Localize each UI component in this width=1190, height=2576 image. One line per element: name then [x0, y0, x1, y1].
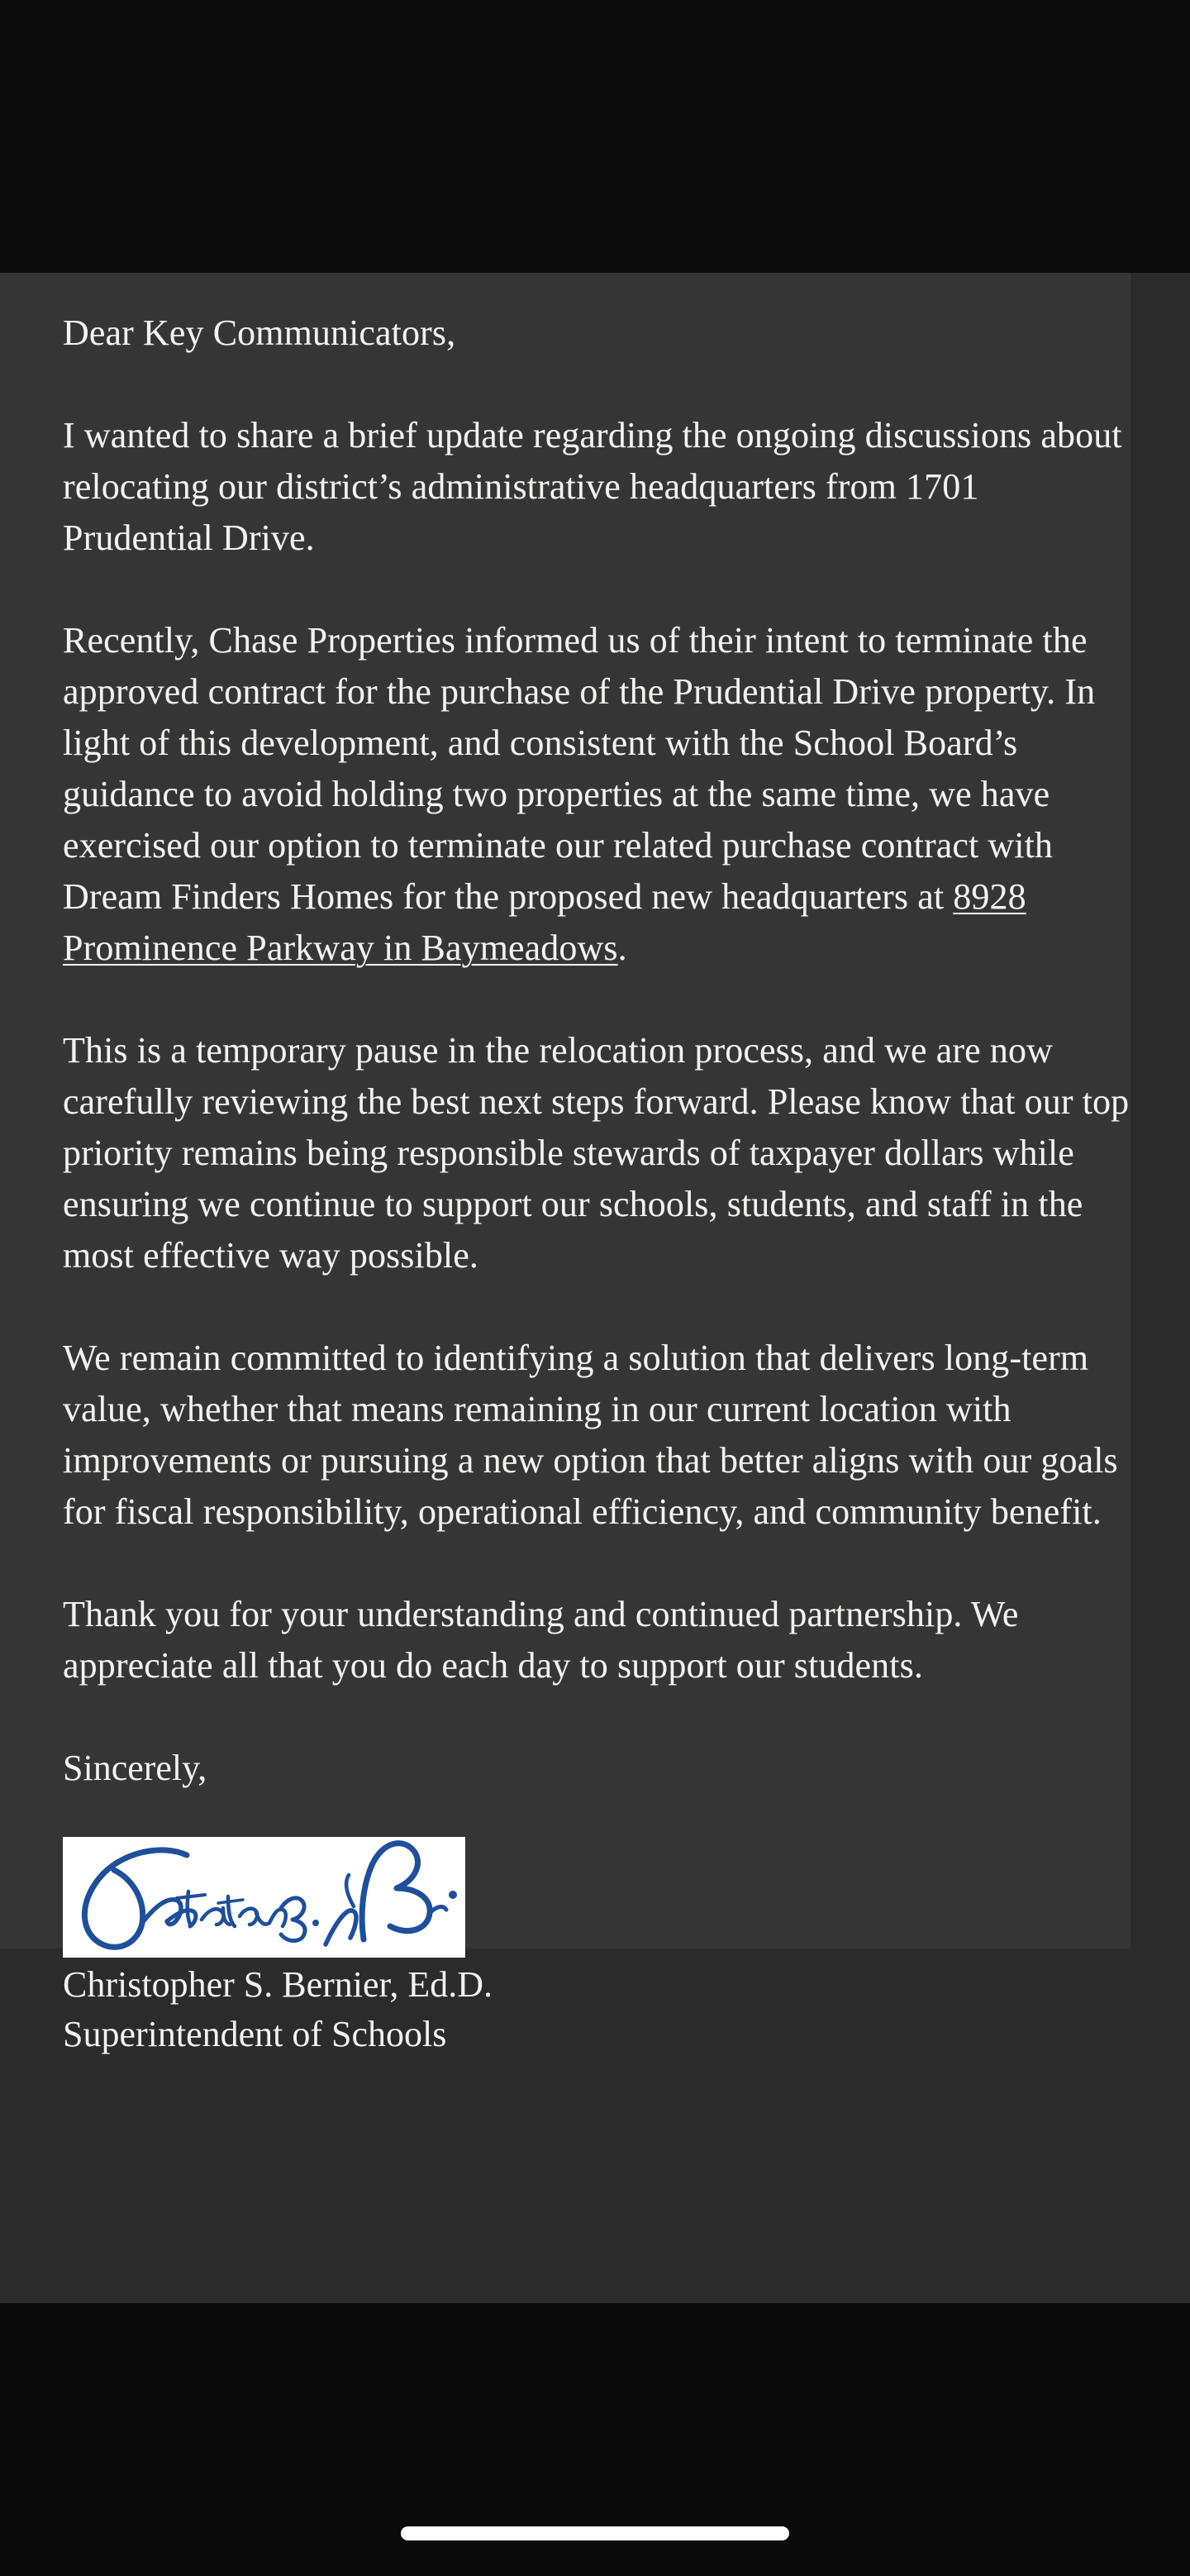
paragraph-spacer: [63, 359, 1190, 410]
letter-paragraph-3: This is a temporary pause in the relocation process, and we are now carefully reviewing the best next steps forward. Please know that our top priority remains being responsible stewards of taxpayer dollars while ensuring we continue to support our schools, students, and staff in the most effective way possible.: [63, 1030, 1130, 1276]
letter-paragraph-5: Thank you for your understanding and continued partnership. We appreciate all that you do each day to support our students.: [63, 1594, 1019, 1686]
paragraph-spacer: [63, 1538, 1190, 1589]
letter-paragraph-2-text: Recently, Chase Properties informed us of their intent to terminate the approved contract for the purchase of the Prudential Drive property. In light of this development, and consistent with the School Board’s guidance to avoid holding two properties at the same time, we have exercised our option to terminate our related purchase contract with Dream Finders Homes for the proposed new headquarters at: [63, 620, 1096, 917]
letter-content: [0, 273, 1190, 2058]
signer-name: Christopher S. Bernier, Ed.D.: [63, 1964, 493, 2005]
paragraph-spacer: [63, 974, 1190, 1025]
letter-paragraph-1: I wanted to share a brief update regarding the ongoing discussions about relocating our district’s administrative headquarters from 1701 Prudential Drive.: [63, 415, 1122, 558]
status-bar-area: [0, 0, 1190, 273]
paragraph-spacer: [63, 1691, 1190, 1743]
signature-image: [63, 1837, 465, 1958]
paragraph-spacer: [63, 1281, 1190, 1333]
bottom-safe-area: [0, 2303, 1190, 2576]
address-link-trailing-period: .: [617, 928, 627, 968]
letter-body: [0, 273, 1190, 2303]
letter-paragraph-2: [63, 615, 1137, 974]
paragraph-spacer: [63, 564, 1190, 615]
letter-salutation: Dear Key Communicators,: [63, 312, 456, 353]
home-indicator[interactable]: [401, 2526, 789, 2540]
address-link[interactable]: 8928 Prominence Parkway in Baymeadows: [63, 876, 1026, 968]
signer-title: Superintendent of Schools: [63, 2014, 447, 2054]
letter-sign-off: Sincerely,: [63, 1748, 207, 1788]
signature-ink: [63, 1837, 465, 1958]
letter-paragraph-4: We remain committed to identifying a solution that delivers long-term value, whether that means remaining in our current location with improvements or pursuing a new option that better aligns with our goals for fiscal responsibility, operational efficiency, and community benefit.: [63, 1338, 1118, 1532]
